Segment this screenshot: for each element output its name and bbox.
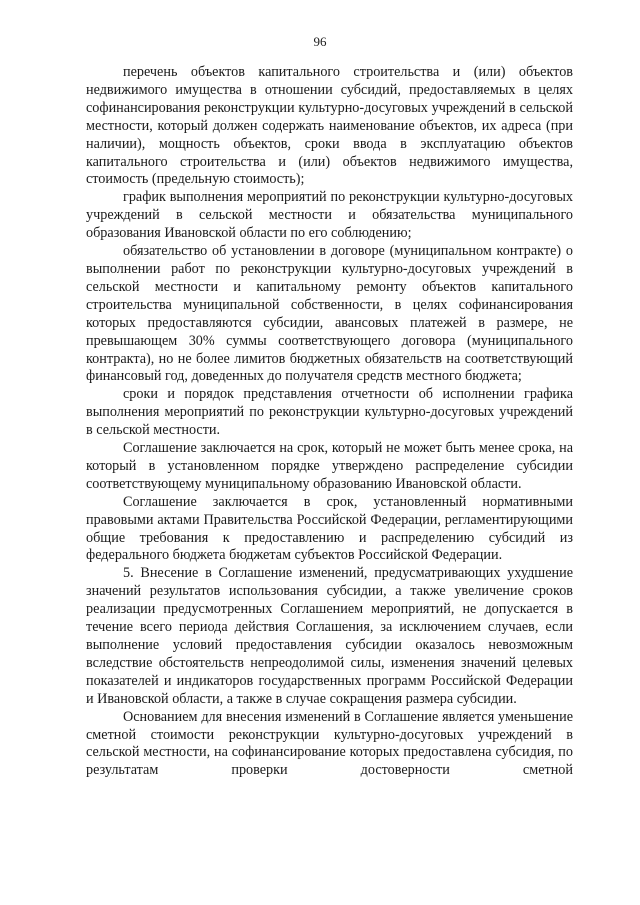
- paragraph-agreement-term: Соглашение заключается на срок, который не может быть менее срока, на который в установленном порядке утверждено распределение субсидии соответствующему муниципальному образованию Ивановской области.: [86, 440, 573, 492]
- paragraph-section-5: 5. Внесение в Соглашение изменений, предусматривающих ухудшение значений результатов использования субсидии, а также увеличение сроков реализации предусмотренных Соглашением мероприятий, не допускается в течение всего периода действия Соглашения, за исключением случаев, если выполнение условий предоставления субсидии оказалось невозможным вследствие обстоятельств непреодолимой силы, изменения значений целевых показателей и индикаторов государственных программ Российской Федерации и Ивановской области, а также в случае сокращения размера субсидии.: [86, 565, 573, 707]
- paragraph-objects-list: перечень объектов капитального строительства и (или) объектов недвижимого имущества в отношении субсидий, предоставляемых в целях софинансирования реконструкции культурно-досуговых учреждений в сельской местности, который должен содержать наименование объектов, их адреса (при наличии), мощность объектов, сроки ввода в эксплуатацию объектов капитального строительства и (или) объектов недвижимого имущества, стоимость (предельную стоимость);: [86, 64, 573, 188]
- page-number: 96: [313, 34, 327, 49]
- paragraph-reporting: сроки и порядок представления отчетности об исполнении графика выполнения мероприятий по реконструкции культурно-досуговых учреждений в сельской местности.: [86, 386, 573, 439]
- paragraph-schedule: график выполнения мероприятий по реконструкции культурно-досуговых учреждений в сельской местности и обязательства муниципального образования Ивановской области по его соблюдению;: [86, 189, 573, 242]
- paragraph-advance-payments: обязательство об установлении в договоре (муниципальном контракте) о выполнении работ по реконструкции культурно-досуговых учреждений в сельской местности и капитальному ремонту объектов капитального строительства муниципальной собственности, в целях софинансирования которых предоставляются субсидии, авансовых платежей в размере, не превышающем 30% суммы соответствующего договора (муниципального контракта), но не более лимитов бюджетных обязательств на соответствующий финансовый год, доведенных до получателя средств местного бюджета;: [86, 243, 573, 385]
- paragraph-agreement-deadline: Соглашение заключается в срок, установленный нормативными правовыми актами Правительства Российской Федерации, регламентирующими общие требования к предоставлению и распределению субсидий из федерального бюджета бюджетам субъектов Российской Федерации.: [86, 493, 573, 564]
- paragraph-grounds-for-changes: Основанием для внесения изменений в Соглашение является уменьшение сметной стоимости реконструкции культурно-досуговых учреждений в сельской местности, на софинансирование которых предоставлена субсидия, по результатам проверки достоверности сметной: [86, 708, 573, 779]
- body-text: [86, 64, 573, 780]
